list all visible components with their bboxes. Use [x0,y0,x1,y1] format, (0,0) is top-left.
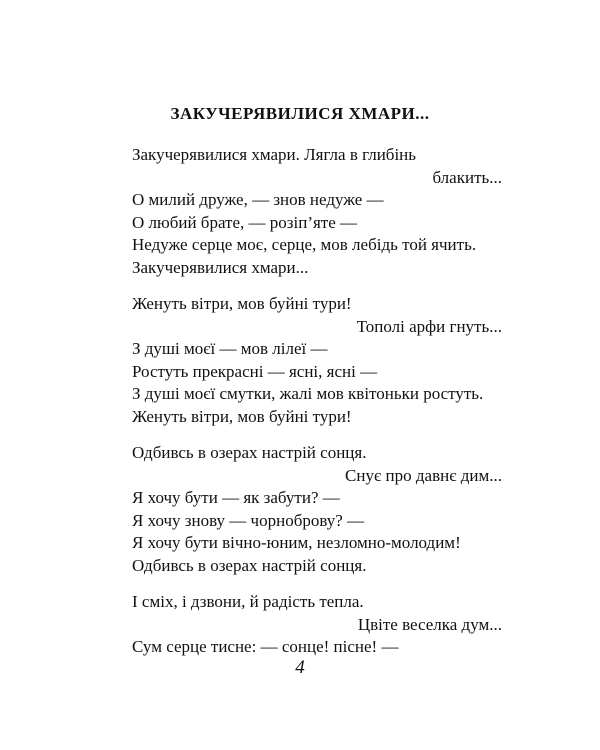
poem-body [132,144,502,673]
poem-line: Женуть вітри, мов буйні тури! [132,406,352,426]
poem-line: Одбивсь в озерах настрій сонця. [132,555,367,575]
poem-line: О любий брате, — розіп’яте — [132,212,358,232]
stanza-1 [132,144,502,279]
poem-line: Сум серце тисне: — сонце! пісне! — [132,637,399,656]
poem-title: ЗАКУЧЕРЯВИЛИСЯ ХМАРИ... [170,104,430,123]
poem-line: З душі моєї — мов лілеї — [132,339,328,358]
poem-line: Я хочу бути — як забути? — [132,488,340,507]
poem-line: блакить... [432,167,502,187]
poem-line: Снує про давнє дим... [345,465,502,485]
poem-line: О милий друже, — знов недуже — [132,190,384,209]
poem-line: Недуже серце моє, серце, мов лебідь той ячить. [132,235,477,254]
poem-line: Я хочу знову — чорноброву? — [132,510,365,530]
poem-line: Закучерявилися хмари... [132,257,309,277]
poem-line: З душі моєї смутки, жалі мов квітоньки ростуть. [132,384,484,403]
stanza-2 [132,293,502,428]
poem-line: Одбивсь в озерах настрій сонця. [132,443,367,462]
poem-line: І сміх, і дзвони, й радість тепла. [132,592,364,611]
page-number: 4 [295,657,305,678]
stanza-4 [132,591,502,659]
stanza-3 [132,442,502,577]
poem-line: Я хочу бути вічно-юним, незломно-молодим! [132,533,461,552]
poem-line: Цвіте веселка дум... [357,614,502,634]
poem-line: Женуть вітри, мов буйні тури! [132,294,352,313]
poem-line: Ростуть прекрасні — ясні, ясні — [132,361,378,381]
poem-line: Тополі арфи гнуть... [356,316,502,336]
poem-line: Закучерявилися хмари. Лягла в глибінь [132,145,417,164]
